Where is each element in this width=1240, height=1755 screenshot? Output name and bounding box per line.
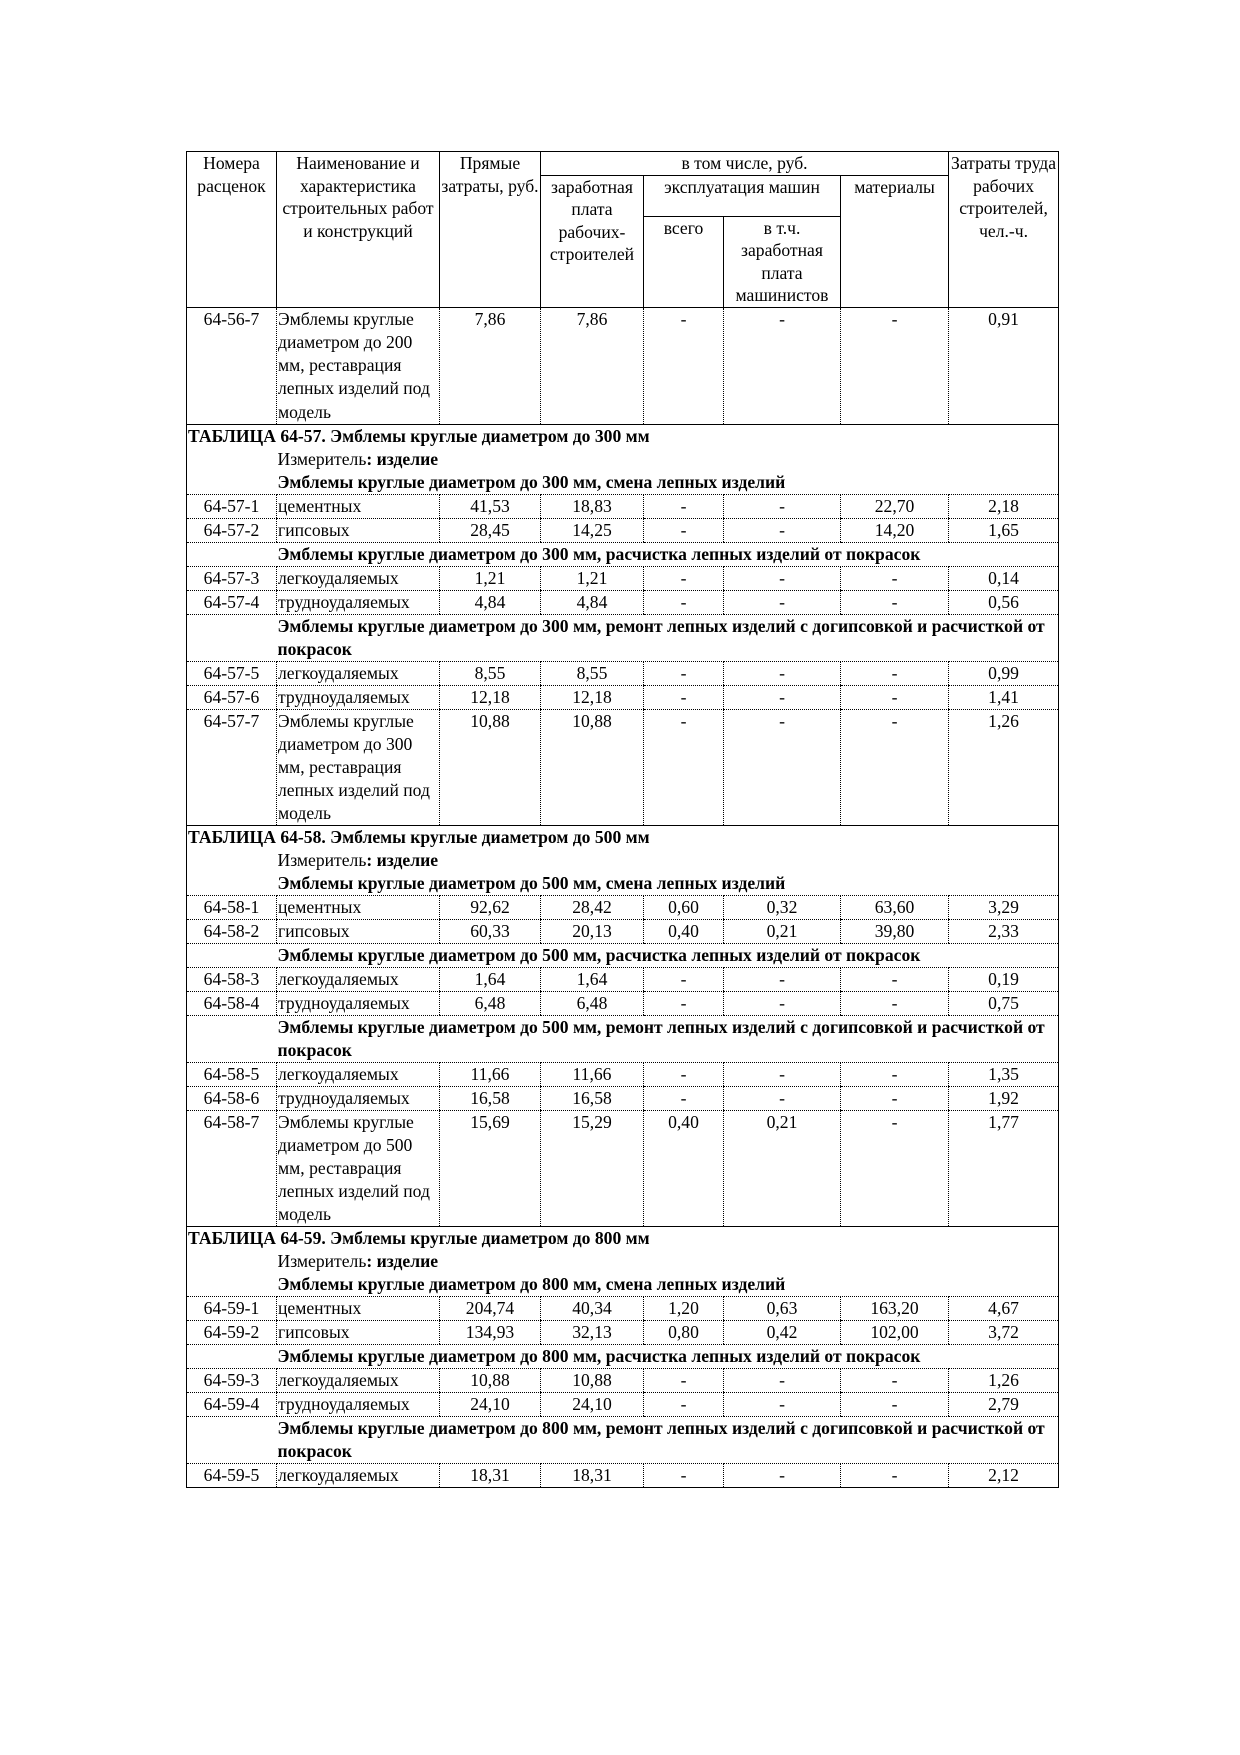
group-heading-row <box>187 471 1059 495</box>
table-row <box>187 1463 1059 1487</box>
cell-wages: 10,88 <box>541 1368 644 1392</box>
cell-wages: 18,83 <box>541 494 644 518</box>
cell-direct: 15,69 <box>440 1110 541 1226</box>
group-heading: Эмблемы круглые диаметром до 800 мм, смена лепных изделий <box>277 1273 1059 1297</box>
meter-spacer <box>187 1250 277 1273</box>
cell-wages: 8,55 <box>541 661 644 685</box>
group-heading: Эмблемы круглые диаметром до 500 мм, ремонт лепных изделий с догипсовкой и расчисткой от покрасок <box>277 1015 1059 1062</box>
cell-machinist-wages: 0,32 <box>724 895 841 919</box>
cell-labor: 1,26 <box>949 709 1059 825</box>
cell-wages: 40,34 <box>541 1296 644 1320</box>
cell-direct: 28,45 <box>440 518 541 542</box>
table-row <box>187 1062 1059 1086</box>
group-spacer <box>187 1015 277 1062</box>
cell-direct: 16,58 <box>440 1086 541 1110</box>
cell-materials: - <box>841 1368 949 1392</box>
cell-name: гипсовых <box>277 1320 440 1344</box>
cell-direct: 134,93 <box>440 1320 541 1344</box>
price-norm-table <box>186 151 1059 1488</box>
cell-wages: 18,31 <box>541 1463 644 1487</box>
cell-machinist-wages: - <box>724 991 841 1015</box>
group-spacer <box>187 943 277 967</box>
meter-value: : изделие <box>366 849 439 870</box>
cell-labor: 0,14 <box>949 566 1059 590</box>
cell-wages: 12,18 <box>541 685 644 709</box>
cell-machines-total: - <box>644 967 724 991</box>
cell-labor: 2,12 <box>949 1463 1059 1487</box>
cell-code: 64-58-3 <box>187 967 277 991</box>
meter-cell <box>277 849 1059 872</box>
meter-label: Измеритель <box>277 448 367 469</box>
cell-code: 64-59-3 <box>187 1368 277 1392</box>
cell-machinist-wages: - <box>724 685 841 709</box>
cell-code: 64-59-1 <box>187 1296 277 1320</box>
cell-machines-total: - <box>644 1062 724 1086</box>
cell-machines-total: - <box>644 709 724 825</box>
group-heading-row <box>187 1273 1059 1297</box>
cell-wages: 6,48 <box>541 991 644 1015</box>
cell-wages: 16,58 <box>541 1086 644 1110</box>
header-name: Наименование и характеристика строительных работ и конструкций <box>277 152 440 308</box>
section-title: ТАБЛИЦА 64-59. Эмблемы круглые диаметром до 800 мм <box>187 1226 1059 1250</box>
group-spacer <box>187 1416 277 1463</box>
group-spacer <box>187 1273 277 1297</box>
cell-labor: 0,75 <box>949 991 1059 1015</box>
cell-labor: 1,35 <box>949 1062 1059 1086</box>
cell-name: цементных <box>277 1296 440 1320</box>
cell-labor: 2,79 <box>949 1392 1059 1416</box>
cell-labor: 1,77 <box>949 1110 1059 1226</box>
cell-labor: 2,18 <box>949 494 1059 518</box>
cell-wages: 15,29 <box>541 1110 644 1226</box>
cell-materials: - <box>841 1110 949 1226</box>
meter-label: Измеритель <box>277 849 367 870</box>
group-heading: Эмблемы круглые диаметром до 500 мм, расчистка лепных изделий от покрасок <box>277 943 1059 967</box>
table-row <box>187 919 1059 943</box>
cell-machinist-wages: - <box>724 494 841 518</box>
cell-machinist-wages: - <box>724 566 841 590</box>
cell-machines-total: - <box>644 661 724 685</box>
group-spacer <box>187 872 277 896</box>
cell-machinist-wages: 0,63 <box>724 1296 841 1320</box>
cell-machinist-wages: - <box>724 1368 841 1392</box>
cell-labor: 0,19 <box>949 967 1059 991</box>
header-materials: материалы <box>841 175 949 307</box>
group-heading: Эмблемы круглые диаметром до 500 мм, смена лепных изделий <box>277 872 1059 896</box>
cell-code: 64-57-2 <box>187 518 277 542</box>
cell-code: 64-57-7 <box>187 709 277 825</box>
cell-machinist-wages: 0,42 <box>724 1320 841 1344</box>
cell-code: 64-59-2 <box>187 1320 277 1344</box>
cell-code: 64-59-4 <box>187 1392 277 1416</box>
cell-code: 64-57-1 <box>187 494 277 518</box>
cell-direct: 41,53 <box>440 494 541 518</box>
table-row <box>187 307 1059 424</box>
cell-machinist-wages: - <box>724 518 841 542</box>
cell-direct: 6,48 <box>440 991 541 1015</box>
group-spacer <box>187 614 277 661</box>
group-heading-row <box>187 943 1059 967</box>
meter-row <box>187 849 1059 872</box>
meter-label: Измеритель <box>277 1250 367 1271</box>
group-heading-row <box>187 1015 1059 1062</box>
group-heading-row <box>187 1344 1059 1368</box>
cell-wages: 1,64 <box>541 967 644 991</box>
cell-machines-total: - <box>644 1463 724 1487</box>
cell-machines-total: - <box>644 1086 724 1110</box>
cell-materials: - <box>841 1463 949 1487</box>
group-spacer <box>187 471 277 495</box>
cell-materials: 163,20 <box>841 1296 949 1320</box>
cell-materials: - <box>841 1062 949 1086</box>
cell-machines-total: - <box>644 307 724 424</box>
cell-machines-total: 0,40 <box>644 1110 724 1226</box>
meter-row <box>187 1250 1059 1273</box>
cell-materials: 63,60 <box>841 895 949 919</box>
cell-labor: 0,56 <box>949 590 1059 614</box>
cell-materials: 102,00 <box>841 1320 949 1344</box>
section-title: ТАБЛИЦА 64-57. Эмблемы круглые диаметром до 300 мм <box>187 424 1059 448</box>
cell-materials: - <box>841 1392 949 1416</box>
cell-wages: 4,84 <box>541 590 644 614</box>
cell-machines-total: - <box>644 518 724 542</box>
table-row <box>187 590 1059 614</box>
group-heading-row <box>187 1416 1059 1463</box>
cell-machinist-wages: - <box>724 1086 841 1110</box>
cell-name: трудноудаляемых <box>277 1086 440 1110</box>
group-heading-row <box>187 614 1059 661</box>
cell-labor: 1,41 <box>949 685 1059 709</box>
cell-code: 64-58-4 <box>187 991 277 1015</box>
cell-code: 64-57-3 <box>187 566 277 590</box>
cell-name: легкоудаляемых <box>277 1463 440 1487</box>
cell-name: трудноудаляемых <box>277 991 440 1015</box>
cell-materials: 39,80 <box>841 919 949 943</box>
cell-name: Эмблемы круглые диаметром до 300 мм, реставрация лепных изделий под модель <box>277 709 440 825</box>
header-machines: эксплуатация машин <box>644 175 841 216</box>
cell-name: легкоудаляемых <box>277 1062 440 1086</box>
cell-wages: 1,21 <box>541 566 644 590</box>
cell-name: трудноудаляемых <box>277 590 440 614</box>
cell-machinist-wages: - <box>724 967 841 991</box>
group-spacer <box>187 1344 277 1368</box>
meter-spacer <box>187 448 277 471</box>
cell-machines-total: 0,60 <box>644 895 724 919</box>
header-labor: Затраты труда рабочих строителей, чел.-ч. <box>949 152 1059 308</box>
cell-direct: 1,64 <box>440 967 541 991</box>
cell-machines-total: 0,40 <box>644 919 724 943</box>
cell-labor: 4,67 <box>949 1296 1059 1320</box>
cell-labor: 1,65 <box>949 518 1059 542</box>
cell-machinist-wages: - <box>724 1463 841 1487</box>
table-row <box>187 566 1059 590</box>
cell-wages: 10,88 <box>541 709 644 825</box>
price-norm-document <box>186 151 1058 1488</box>
cell-code: 64-57-6 <box>187 685 277 709</box>
table-row <box>187 685 1059 709</box>
cell-machinist-wages: - <box>724 709 841 825</box>
cell-name: легкоудаляемых <box>277 967 440 991</box>
cell-direct: 11,66 <box>440 1062 541 1086</box>
group-spacer <box>187 542 277 566</box>
cell-machinist-wages: 0,21 <box>724 919 841 943</box>
cell-wages: 24,10 <box>541 1392 644 1416</box>
cell-code: 64-59-5 <box>187 1463 277 1487</box>
meter-spacer <box>187 849 277 872</box>
cell-name: гипсовых <box>277 919 440 943</box>
cell-machines-total: - <box>644 566 724 590</box>
table-section <box>187 1226 1059 1487</box>
cell-machines-total: - <box>644 1368 724 1392</box>
group-heading-row <box>187 542 1059 566</box>
table-row <box>187 1086 1059 1110</box>
cell-code: 64-58-1 <box>187 895 277 919</box>
table-row <box>187 1320 1059 1344</box>
table-section <box>187 424 1059 825</box>
cell-materials: - <box>841 590 949 614</box>
cell-materials: 14,20 <box>841 518 949 542</box>
cell-materials: - <box>841 1086 949 1110</box>
cell-name: цементных <box>277 895 440 919</box>
cell-wages: 20,13 <box>541 919 644 943</box>
cell-direct: 1,21 <box>440 566 541 590</box>
section-title: ТАБЛИЦА 64-58. Эмблемы круглые диаметром до 500 мм <box>187 825 1059 849</box>
cell-labor: 1,92 <box>949 1086 1059 1110</box>
group-heading: Эмблемы круглые диаметром до 300 мм, смена лепных изделий <box>277 471 1059 495</box>
cell-wages: 14,25 <box>541 518 644 542</box>
cell-wages: 11,66 <box>541 1062 644 1086</box>
section-title-row <box>187 424 1059 448</box>
cell-direct: 10,88 <box>440 709 541 825</box>
cell-labor: 1,26 <box>949 1368 1059 1392</box>
cell-name: Эмблемы круглые диаметром до 500 мм, реставрация лепных изделий под модель <box>277 1110 440 1226</box>
cell-machines-total: - <box>644 685 724 709</box>
cell-direct: 24,10 <box>440 1392 541 1416</box>
cell-name: легкоудаляемых <box>277 1368 440 1392</box>
first-row-section <box>187 307 1059 424</box>
cell-name: трудноудаляемых <box>277 1392 440 1416</box>
cell-code: 64-56-7 <box>187 307 277 424</box>
header-code: Номера расценок <box>187 152 277 308</box>
table-row <box>187 661 1059 685</box>
table-row <box>187 1392 1059 1416</box>
cell-name: легкоудаляемых <box>277 661 440 685</box>
cell-direct: 12,18 <box>440 685 541 709</box>
cell-wages: 28,42 <box>541 895 644 919</box>
meter-value: : изделие <box>366 448 439 469</box>
table-header <box>187 152 1059 308</box>
cell-machinist-wages: 0,21 <box>724 1110 841 1226</box>
header-direct-costs: Прямые затраты, руб. <box>440 152 541 308</box>
group-heading: Эмблемы круглые диаметром до 300 мм, расчистка лепных изделий от покрасок <box>277 542 1059 566</box>
cell-name: цементных <box>277 494 440 518</box>
cell-direct: 92,62 <box>440 895 541 919</box>
group-heading: Эмблемы круглые диаметром до 800 мм, расчистка лепных изделий от покрасок <box>277 1344 1059 1368</box>
cell-materials: - <box>841 566 949 590</box>
cell-direct: 10,88 <box>440 1368 541 1392</box>
cell-materials: - <box>841 991 949 1015</box>
cell-code: 64-57-4 <box>187 590 277 614</box>
cell-wages: 7,86 <box>541 307 644 424</box>
group-heading: Эмблемы круглые диаметром до 800 мм, ремонт лепных изделий с догипсовкой и расчисткой от покрасок <box>277 1416 1059 1463</box>
meter-row <box>187 448 1059 471</box>
cell-code: 64-58-5 <box>187 1062 277 1086</box>
cell-machines-total: 1,20 <box>644 1296 724 1320</box>
group-heading: Эмблемы круглые диаметром до 300 мм, ремонт лепных изделий с догипсовкой и расчисткой от покрасок <box>277 614 1059 661</box>
cell-direct: 60,33 <box>440 919 541 943</box>
cell-materials: - <box>841 709 949 825</box>
cell-machines-total: - <box>644 991 724 1015</box>
cell-name: трудноудаляемых <box>277 685 440 709</box>
cell-materials: - <box>841 685 949 709</box>
cell-direct: 8,55 <box>440 661 541 685</box>
cell-machinist-wages: - <box>724 590 841 614</box>
table-row <box>187 518 1059 542</box>
cell-wages: 32,13 <box>541 1320 644 1344</box>
cell-machines-total: - <box>644 1392 724 1416</box>
table-row <box>187 991 1059 1015</box>
cell-code: 64-58-7 <box>187 1110 277 1226</box>
table-section <box>187 825 1059 1226</box>
cell-direct: 7,86 <box>440 307 541 424</box>
header-wages: заработная плата рабочих-строителей <box>541 175 644 307</box>
section-title-row <box>187 825 1059 849</box>
section-title-row <box>187 1226 1059 1250</box>
cell-direct: 18,31 <box>440 1463 541 1487</box>
cell-machinist-wages: - <box>724 307 841 424</box>
cell-labor: 2,33 <box>949 919 1059 943</box>
group-heading-row <box>187 872 1059 896</box>
meter-value: : изделие <box>366 1250 439 1271</box>
cell-code: 64-57-5 <box>187 661 277 685</box>
cell-name: гипсовых <box>277 518 440 542</box>
table-row <box>187 494 1059 518</box>
cell-machines-total: 0,80 <box>644 1320 724 1344</box>
cell-name: легкоудаляемых <box>277 566 440 590</box>
cell-materials: - <box>841 661 949 685</box>
cell-direct: 204,74 <box>440 1296 541 1320</box>
cell-machinist-wages: - <box>724 1062 841 1086</box>
table-row <box>187 1296 1059 1320</box>
cell-code: 64-58-6 <box>187 1086 277 1110</box>
table-row <box>187 1110 1059 1226</box>
cell-name: Эмблемы круглые диаметром до 200 мм, реставрация лепных изделий под модель <box>277 307 440 424</box>
cell-labor: 3,72 <box>949 1320 1059 1344</box>
table-row <box>187 895 1059 919</box>
cell-machinist-wages: - <box>724 1392 841 1416</box>
table-row <box>187 1368 1059 1392</box>
cell-machinist-wages: - <box>724 661 841 685</box>
cell-machines-total: - <box>644 494 724 518</box>
cell-code: 64-58-2 <box>187 919 277 943</box>
cell-machines-total: - <box>644 590 724 614</box>
table-row <box>187 967 1059 991</box>
cell-direct: 4,84 <box>440 590 541 614</box>
header-including: в том числе, руб. <box>541 152 949 176</box>
cell-labor: 0,91 <box>949 307 1059 424</box>
table-row <box>187 709 1059 825</box>
cell-materials: - <box>841 307 949 424</box>
cell-labor: 3,29 <box>949 895 1059 919</box>
header-machinist-wages: в т.ч. заработная плата машинистов <box>724 216 841 307</box>
meter-cell <box>277 448 1059 471</box>
cell-materials: 22,70 <box>841 494 949 518</box>
cell-materials: - <box>841 967 949 991</box>
cell-labor: 0,99 <box>949 661 1059 685</box>
header-machines-total: всего <box>644 216 724 307</box>
meter-cell <box>277 1250 1059 1273</box>
